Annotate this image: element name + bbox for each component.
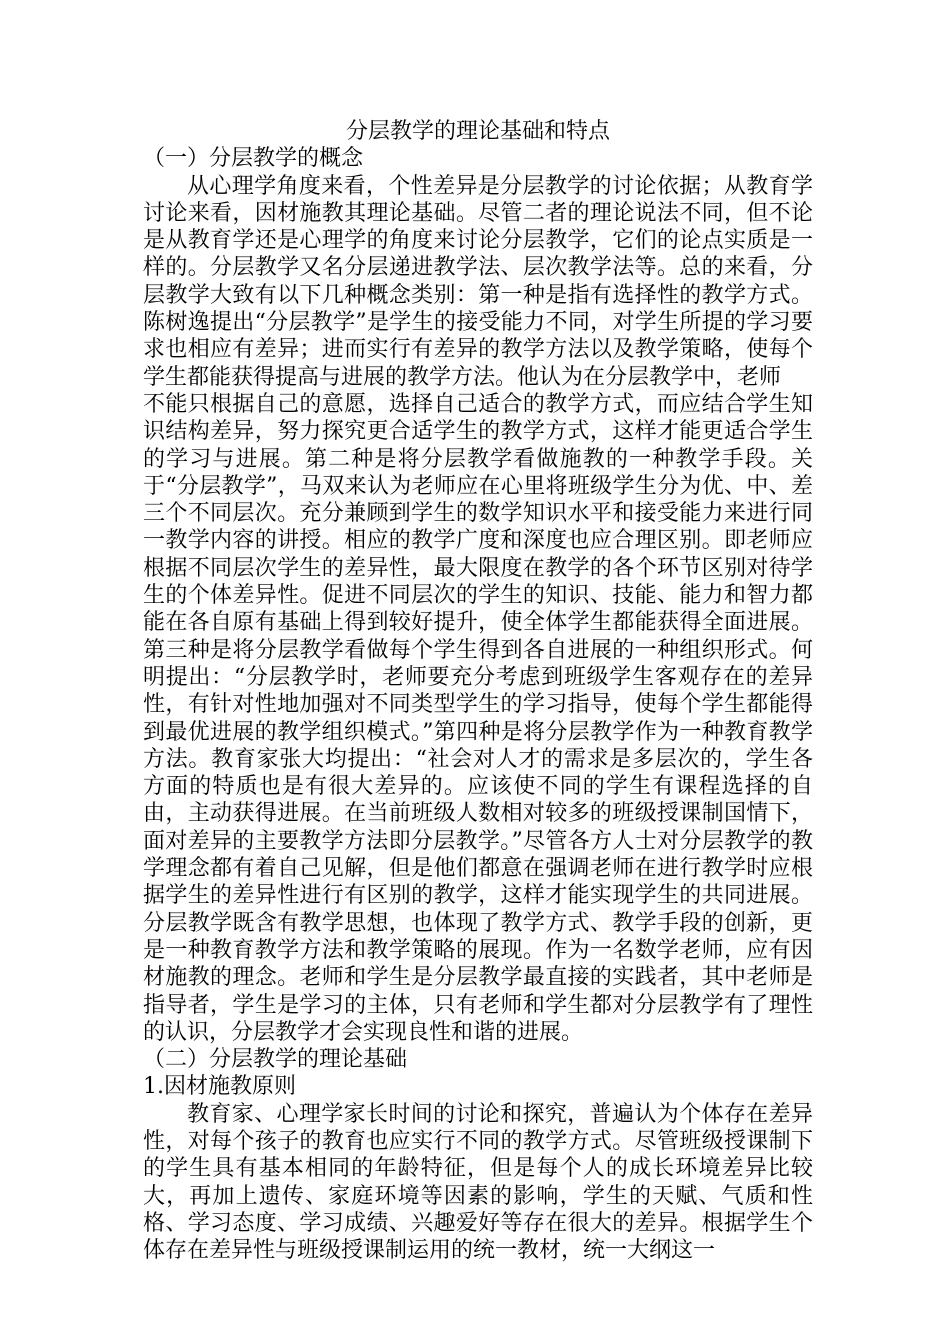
section-heading-theory: （二）分层教学的理论基础 — [143, 1047, 408, 1073]
section-heading-concept: （一）分层教学的概念 — [143, 146, 364, 172]
document-body — [143, 118, 813, 1264]
paragraph: 从心理学角度来看，个性差异是分层教学的讨论依据；从教育学讨论来看，因材施教其理论基础。尽管二者的理论说法不同，但不论是从教育学还是心理学的角度来讨论分层教学，它们的论点实质是一样的。分层教学又名分层递进教学法、层次教学法等。总的来看，分层教学大致有以下几种概念类别：第一种是指有选择性的教学方式。陈树逸提出“分层教学”是学生的接受能力不同，对学生所提的学习要求也相应有差异；进而实行有差异的教学方法以及教学策略，使每个学生都能获得提高与进展的教学方法。他认为在分层教学中，老师 — [143, 173, 813, 390]
paragraph: 不能只根据自己的意愿，选择自己适合的教学方式，而应结合学生知识结构差异，努力探究更合适学生的教学方式，这样才能更适合学生的学习与进展。第二种是将分层教学看做施教的一种教学手段。关于“分层教学”，马双来认为老师应在心里将班级学生分为优、中、差三个不同层次。充分兼顾到学生的数学知识水平和接受能力来进行同一教学内容的讲授。相应的教学广度和深度也应合理区别。即老师应根据不同层次学生的差异性，最大限度在教学的各个环节区别对待学生的个体差异性。促进不同层次的学生的知识、技能、能力和智力都能在各自原有基础上得到较好提升，使全体学生都能获得全面进展。第三种是将分层教学看做每个学生得到各自进展的一种组织形式。何明提出：“分层教学时，老师要充分考虑到班级学生客观存在的差异性，有针对性地加强对不同类型学生的学习指导，使每个学生都能得到最优进展的教学组织模式。”第四种是将分层教学作为一种教育教学方法。教育家张大均提出：“社会对人才的需求是多层次的，学生各方面的特质也是有很大差异的。应该使不同的学生有课程选择的自由，主动获得进展。在当前班级人数相对较多的班级授课制国情下，面对差异的主要教学方法即分层教学。”尽管各方人士对分层教学的教学理念都有着自己见解，但是他们都意在强调老师在进行教学时应根据学生的差异性进行有区别的教学，这样才能实现学生的共同进展。分层教学既含有教学思想，也体现了教学方式、教学手段的创新，更是一种教育教学方法和教学策略的展现。作为一名数学老师，应有因材施教的理念。老师和学生是分层教学最直接的实践者，其中老师是指导者，学生是学习的主体，只有老师和学生都对分层教学有了理性的认识，分层教学才会实现良性和谐的进展。 — [143, 391, 813, 1045]
subsection-heading-principle: 1.因材施教原则 — [143, 1074, 296, 1100]
document-title: 分层教学的理论基础和特点 — [345, 119, 610, 144]
paragraph: 教育家、心理学家长时间的讨论和探究，普遍认为个体存在差异性，对每个孩子的教育也应实行不同的教学方式。尽管班级授课制下的学生具有基本相同的年龄特征，但是每个人的成长环境差异比较大，再加上遗传、家庭环境等因素的影响，学生的天赋、气质和性格、学习态度、学习成绩、兴趣爱好等存在很大的差异。根据学生个体存在差异性与班级授课制运用的统一教材，统一大纲这一 — [143, 1101, 813, 1264]
